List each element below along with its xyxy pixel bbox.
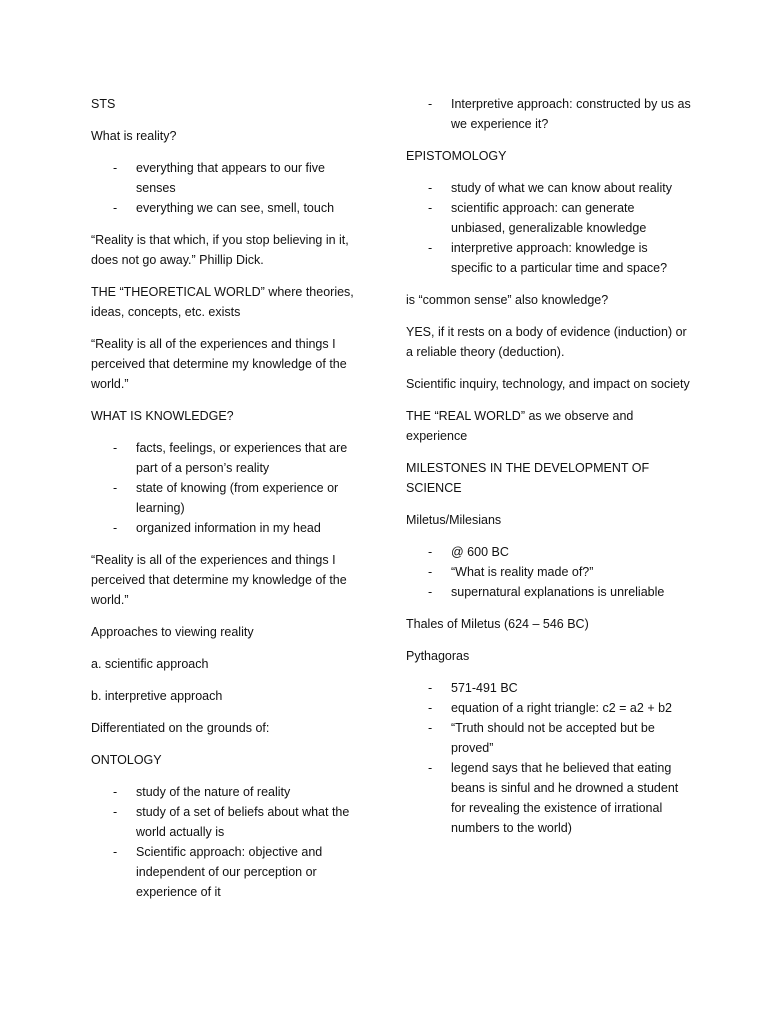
epistomology-list <box>406 178 691 278</box>
heading-knowledge: WHAT IS KNOWLEDGE? <box>91 409 234 423</box>
milesians-heading: Miletus/Milesians <box>406 513 502 527</box>
list-item: - study of the nature of reality <box>113 785 291 799</box>
ontology-list <box>91 782 366 902</box>
list-item: - study of what we can know about reality <box>428 181 672 195</box>
list-item: - supernatural explanations is unreliable <box>428 585 665 599</box>
list-item: - state of knowing (from experience or learning) <box>113 481 339 515</box>
real-world: THE “REAL WORLD” as we observe and experience <box>406 409 634 443</box>
pythagoras-list <box>406 678 691 838</box>
list-item: - equation of a right triangle: c2 = a2 + b2 <box>428 701 672 715</box>
ontology-list-continued <box>406 94 691 134</box>
common-sense-question: is “common sense” also knowledge? <box>406 293 609 307</box>
list-item: - study of a set of beliefs about what the world actually is <box>113 805 350 839</box>
pythagoras-heading: Pythagoras <box>406 649 470 663</box>
left-column <box>91 94 366 914</box>
heading-sts: STS <box>91 97 116 111</box>
question-reality: What is reality? <box>91 129 177 143</box>
list-item: - “Truth should not be accepted but be proved” <box>428 721 655 755</box>
list-item: - Interpretive approach: constructed by us as we experience it? <box>428 97 691 131</box>
heading-ontology: ONTOLOGY <box>91 753 162 767</box>
reality-quote-repeat: “Reality is all of the experiences and things I perceived that determine my knowledge of the world.” <box>91 553 347 607</box>
milesians-list <box>406 542 691 602</box>
theoretical-world: THE “THEORETICAL WORLD” where theories, ideas, concepts, etc. exists <box>91 285 354 319</box>
list-item: - legend says that he believed that eating beans is sinful and he drowned a student for revealing the existence of irrational numbers to the world) <box>428 761 679 835</box>
approaches-heading: Approaches to viewing reality <box>91 625 254 639</box>
approach-a: a. scientific approach <box>91 657 209 671</box>
approach-b: b. interpretive approach <box>91 689 223 703</box>
right-column <box>406 94 691 850</box>
list-item: - Scientific approach: objective and independent of our perception or experience of it <box>113 845 323 899</box>
reality-list <box>91 158 366 218</box>
list-item: - organized information in my head <box>113 521 321 535</box>
heading-epistomology: EPISTOMOLOGY <box>406 149 507 163</box>
list-item: - “What is reality made of?” <box>428 565 594 579</box>
list-item: - scientific approach: can generate unbiased, generalizable knowledge <box>428 201 647 235</box>
heading-milestones: MILESTONES IN THE DEVELOPMENT OF SCIENCE <box>406 461 650 495</box>
quote-phillip-dick: “Reality is that which, if you stop believing in it, does not go away.” Phillip Dick. <box>91 233 349 267</box>
scientific-inquiry: Scientific inquiry, technology, and impact on society <box>406 377 690 391</box>
reality-quote: “Reality is all of the experiences and things I perceived that determine my knowledge of the world.” <box>91 337 347 391</box>
list-item: - interpretive approach: knowledge is specific to a particular time and space? <box>428 241 668 275</box>
list-item: - 571-491 BC <box>428 681 518 695</box>
knowledge-list <box>91 438 366 538</box>
list-item: - everything that appears to our five senses <box>113 161 326 195</box>
common-sense-answer: YES, if it rests on a body of evidence (induction) or a reliable theory (deduction). <box>406 325 687 359</box>
list-item: - facts, feelings, or experiences that are part of a person’s reality <box>113 441 348 475</box>
list-item: - everything we can see, smell, touch <box>113 201 335 215</box>
list-item: - @ 600 BC <box>428 545 509 559</box>
thales-heading: Thales of Miletus (624 – 546 BC) <box>406 617 589 631</box>
differentiated-heading: Differentiated on the grounds of: <box>91 721 270 735</box>
